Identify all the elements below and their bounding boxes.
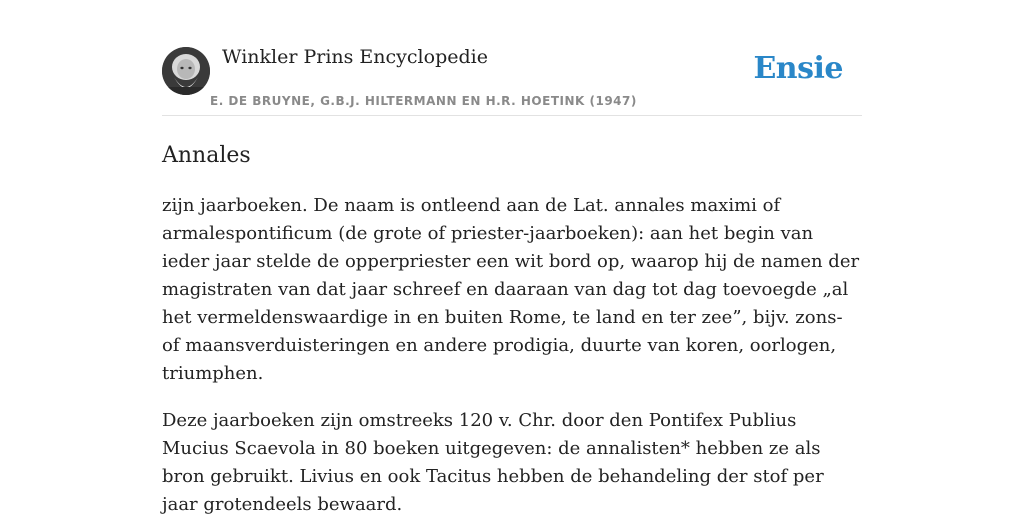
header xyxy=(162,0,862,116)
article-title: Annales xyxy=(162,143,251,168)
article-paragraph: zijn jaarboeken. De naam is ontleend aan de Lat. annales maximi of armalespontificum (de grote of priester-jaarboeken): aan het begin van ieder jaar stelde de opperpriester een wit bord op, waarop hij de namen der magistraten van dat jaar schreef en daaraan van dag tot dag toevoegde „al het vermeldenswaardige in en buiten Rome, te land en ter zee”, bijv. zons- of maansverduisteringen en andere prodigia, duurte van koren, oorlogen, triumphen. xyxy=(162,195,860,384)
portrait-image xyxy=(162,47,210,95)
page xyxy=(162,0,862,519)
author-avatar[interactable] xyxy=(162,47,210,95)
brand-logo[interactable]: Ensie xyxy=(753,51,843,86)
article-paragraph: Deze jaarboeken zijn omstreeks 120 v. Chr. door den Pontifex Publius Mucius Scaevola in 80 boeken uitgegeven: de annalisten* hebben ze als bron gebruikt. Livius en ook Tacitus hebben de behandeling der stof per jaar grotendeels bewaard. xyxy=(162,410,824,515)
source-title[interactable]: Winkler Prins Encyclopedie xyxy=(222,46,488,68)
authors-line: E. DE BRUYNE, G.B.J. HILTERMANN EN H.R. HOETINK (1947) xyxy=(210,94,637,108)
